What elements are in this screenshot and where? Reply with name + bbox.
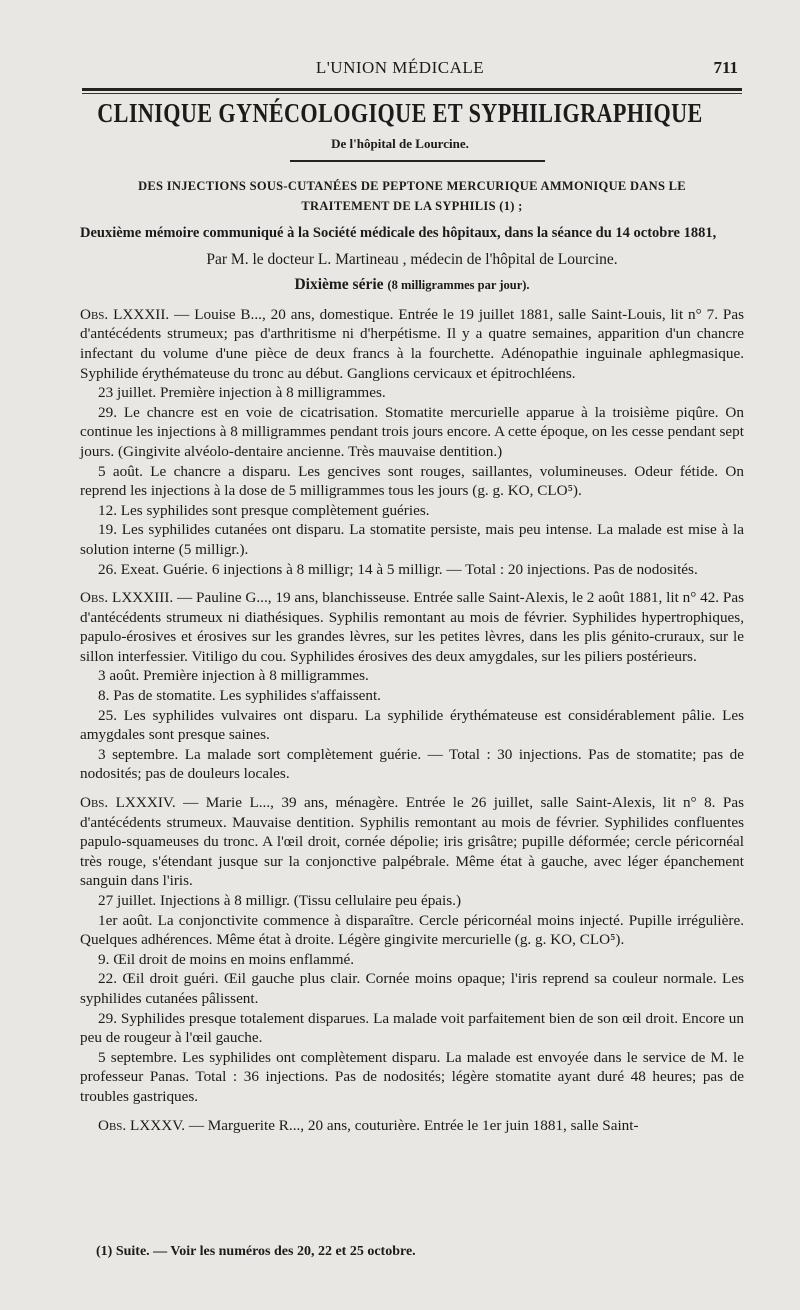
page-header: [0, 54, 800, 84]
observation-label: Obs. LXXXIII.: [80, 589, 174, 607]
observation-paragraph: 19. Les syphilides cutanées ont disparu. La stomatite persiste, mais peu intense. La malade est mise à la solution interne (5 milligr.).: [80, 521, 744, 558]
header-rule-thin: [82, 93, 742, 94]
section-subtitle: De l'hôpital de Lourcine.: [331, 136, 469, 151]
observation-paragraph: 29. Syphilides presque totalement disparues. La malade voit parfaitement bien de son œil droit. Encore un peu de rougeur à l'œil gauche.: [80, 1009, 744, 1047]
author-line: Par M. le docteur L. Martineau , médecin de l'hôpital de Lourcine.: [206, 250, 618, 268]
observation-paragraph: Obs. LXXXV. — Marguerite R..., 20 ans, couturière. Entrée le 1er juin 1881, salle Saint-: [98, 1116, 639, 1134]
running-title: L'UNION MÉDICALE: [315, 58, 485, 77]
observation-paragraph: Obs. LXXXIII. — Pauline G..., 19 ans, blanchisseuse. Entrée salle Saint-Alexis, le 2 août 1881, lit n° 42. Pas d'antécédents strumeux ni diathésiques. Syphilis remontant au mois de février. Syphilides hypertrophiques, papulo-érosives et érosives sur les grandes lèvres, sur les petites lèvres, dans les plis génito-cruraux, sur le sillon interfessier. Vitiligo du cou. Syphilides érosives des deux amygdales, sur les piliers postérieurs.: [80, 589, 745, 665]
observation-paragraph: 29. Le chancre est en voie de cicatrisation. Stomatite mercurielle apparue à la troisième piqûre. On continue les injections à 8 milligrammes pendant trois jours encore. A cette époque, on les cesse pendant sept jours. (Gingivite alvéolo-dentaire ancienne. Très mauvaise dentition.): [80, 403, 744, 460]
page-number: 711: [713, 58, 738, 77]
article-title-line-2: TRAITEMENT DE LA SYPHILIS (1) ;: [301, 199, 523, 213]
series-heading: [80, 275, 744, 296]
observation-label: Obs. LXXXV.: [98, 1116, 186, 1134]
observation-85: [80, 1116, 744, 1136]
footnote: (1) Suite. — Voir les numéros des 20, 22 et 25 octobre.: [96, 1244, 416, 1259]
header-rule: [82, 88, 742, 91]
observation-paragraph: 23 juillet. Première injection à 8 milligrammes.: [98, 384, 386, 402]
observation-paragraph: 5 septembre. Les syphilides ont complètement disparu. La malade est envoyée dans le service de M. le professeur Panas. Total : 36 injections. Pas de nodosités; légère stomatite ayant duré 48 heures; pas de troubles gastriques.: [80, 1048, 744, 1105]
observation-paragraph: Obs. LXXXIV. — Marie L..., 39 ans, ménagère. Entrée le 26 juillet, salle Saint-Alexis, lit n° 8. Pas d'antécédents strumeux. Mauvaise dentition. Syphilis remontant au mois de février. Syphilides confluentes papulo-squameuses du tronc. A l'œil droit, cornée dépolie; iris grisâtre; pupille déformée; cercle péricornéal très rouge, s'étendant jusque sur la conjonctive palpébrale. Même état à gauche, avec léger épanchement sanguin dans l'iris.: [80, 794, 744, 890]
observation-paragraph: 9. Œil droit de moins en moins enflammé.: [98, 950, 355, 968]
observation-83: [80, 588, 744, 784]
observation-paragraph: 5 août. Le chancre a disparu. Les gencives sont rouges, saillantes, volumineuses. Odeur fétide. On reprend les injections à la dose de 5 milligrammes tous les jours (g. g. KO, CLO⁵).: [80, 462, 744, 500]
series-note: (8 milligrammes par jour).: [387, 278, 530, 293]
title-rule: [290, 160, 545, 162]
observation-paragraph: 12. Les syphilides sont presque complètement guéries.: [98, 501, 430, 519]
observation-paragraph: 1er août. La conjonctivite commence à disparaître. Cercle péricornéal moins injecté. Pupille irrégulière. Quelques adhérences. Même état à droite. Légère gingivite mercurielle (g. g. KO, CLO⁵).: [80, 911, 744, 949]
section-title: CLINIQUE GYNÉCOLOGIQUE ET SYPHILIGRAPHIQUE: [97, 98, 703, 128]
observation-paragraph: 25. Les syphilides vulvaires ont disparu. La syphilide érythémateuse est considérablement pâlie. Les amygdales sont presque saines.: [80, 706, 744, 744]
observation-paragraph: 3 août. Première injection à 8 milligrammes.: [98, 667, 369, 685]
series-main: Dixième série: [294, 276, 384, 294]
memoire-line: Deuxième mémoire communiqué à la Société médicale des hôpitaux, dans la séance du 14 octobre 1881,: [80, 225, 717, 241]
observation-paragraph: 27 juillet. Injections à 8 milligr. (Tissu cellulaire peu épais.): [98, 892, 462, 909]
observation-paragraph: 8. Pas de stomatite. Les syphilides s'affaissent.: [98, 687, 381, 705]
observation-label: Obs. LXXXII.: [80, 305, 170, 323]
article-body: [80, 176, 744, 1135]
observation-paragraph: 3 septembre. La malade sort complètement guérie. — Total : 30 injections. Pas de stomatite; pas de nodosités; pas de douleurs locales.: [80, 745, 744, 783]
observation-84: [80, 793, 744, 1107]
observation-label: Obs. LXXXIV.: [80, 794, 176, 812]
observation-82: [80, 305, 744, 579]
observation-paragraph: 22. Œil droit guéri. Œil gauche plus clair. Cornée moins opaque; l'iris reprend sa couleur normale. Les syphilides cutanées pâlissent.: [80, 970, 744, 1007]
observation-paragraph: 26. Exeat. Guérie. 6 injections à 8 milligr; 14 à 5 milligr. — Total : 20 injections. Pas de nodosités.: [98, 560, 698, 578]
observation-paragraph: Obs. LXXXII. — Louise B..., 20 ans, domestique. Entrée le 19 juillet 1881, salle Saint-Louis, lit n° 7. Pas d'antécédents strumeux; pas d'arthritisme ni d'herpétisme. Il y a quatre semaines, apparition d'un chancre infectant du volume d'une pièce de deux francs à la fourchette. Adénopathie inguinale aphlegmasique. Syphilide érythémateuse du tronc au début. Ganglions cervicaux et épitrochléens.: [80, 305, 745, 382]
article-title: [80, 176, 744, 216]
article-title-line-1: DES INJECTIONS SOUS-CUTANÉES DE PEPTONE MERCURIQUE AMMONIQUE DANS LE: [138, 179, 686, 193]
